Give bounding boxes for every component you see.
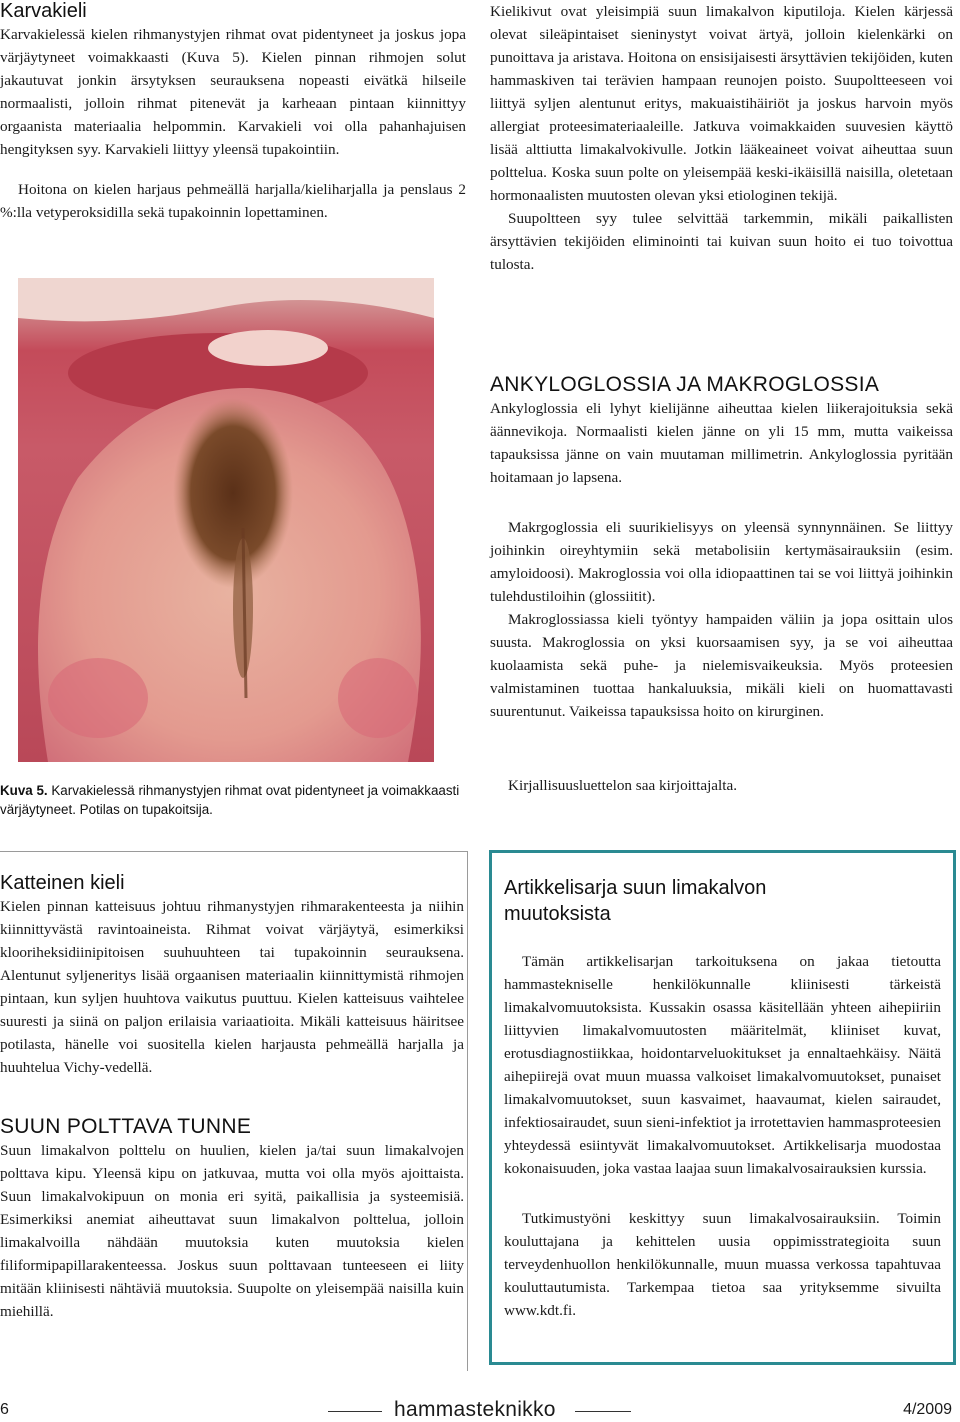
karvakieli-paragraph-1: Karvakielessä kielen rihmanystyjen rihmat ovat pidentyneet ja joskus jopa värjäytyneet voimakkaasti (Kuva 5). Kielen pinnan rihmojen solut jakautuvat jonkin ärsytyksen seurauksena nopeasti eivätkä hilseile normaalisti, jolloin rihmat pitenevät ja karheaan pintaan kiinnittyy orgaanista materiaalia helpommin. Karvakieli voi olla pahanhajuisen hengityksen syy. Karvakieli liittyy yleensä tupakointiin. — [0, 26, 466, 158]
katteinen-box — [0, 851, 468, 1371]
footer-rule-right — [575, 1411, 631, 1412]
ankyloglossia-heading: ANKYLOGLOSSIA JA MAKROGLOSSIA — [490, 373, 880, 396]
magazine-name: hammasteknikko — [394, 1398, 556, 1421]
polttava-heading: SUUN POLTTAVA TUNNE — [0, 1115, 252, 1138]
katteinen-body — [0, 895, 464, 1079]
figure-caption — [0, 781, 470, 819]
ankyloglossia-body — [490, 397, 953, 723]
karvakieli-heading: Karvakieli — [0, 0, 87, 22]
polttava-body — [0, 1139, 464, 1323]
kielikivut-section — [490, 0, 953, 276]
tongue-photo-image — [18, 278, 434, 762]
katteinen-heading: Katteinen kieli — [0, 872, 125, 894]
karvakieli-paragraph-2: Hoitona on kielen harjaus pehmeällä harjalla/kieliharjalla ja penslaus 2 %:lla vetyperoksidilla sekä tupakoinnin lopettaminen. — [0, 181, 466, 221]
issue-number: 4/2009 — [903, 1401, 952, 1418]
figure-label: Kuva 5. — [0, 783, 48, 798]
kielikivut-body — [490, 0, 953, 276]
page-number: 6 — [0, 1401, 9, 1418]
karvakieli-body — [0, 23, 466, 224]
katteinen-paragraph-1: Kielen pinnan katteisuus johtuu rihmanystyjen rihmarakenteesta ja niihin kiinnittyvästä ravintoaineista. Rihmat voivat värjäytyä, esimerkiksi klooriheksidiinipitoisen suuhuuhteen tai tupakoinnin seurauksena. Alentunut syljeneritys lisää orgaanisen materiaalin kiinnittymistä rihmojen pintaan, kun syljen huuhtova vaikutus puuttuu. Kielen katteisuus vaihtelee suuresti ja siinä on paljon erilaisia variaatioita. Mikäli katteisuus häiritsee potilasta, hänelle voi suositella kielen harjausta pehmeällä harjalla ja huuhtelua Vichy-vedellä. — [0, 898, 464, 1076]
tongue-photo — [18, 278, 434, 762]
ankyloglossia-paragraph-1: Ankyloglossia eli lyhyt kielijänne aiheuttaa kielen liikerajoituksia sekä äännevikoja. Normaalisti kielen jänne on yli 15 mm, mutta vaikeissa tapauksissa jänne on vain muutaman millimetrin. Ankyloglossia pyritään hoitamaan jo lapsena. — [490, 400, 953, 486]
sidebar-heading: Artikkelisarja suun limakalvon muutoksista — [504, 877, 767, 925]
references-note: Kirjallisuusluettelon saa kirjoittajalta. — [508, 777, 738, 794]
ankyloglossia-section — [490, 373, 953, 723]
ankyloglossia-paragraph-3: Makroglossiassa kieli työntyy hampaiden väliin ja jopa osittain ulos suusta. Makroglossia on yksi kuorsaamisen syy, ja se voi aiheuttaa kuolaamista sekä puhe- ja nielemisvaikeuksia. Myös proteesien valmistaminen tuottaa hankaluuksia, mikäli kieli on huomattavasti suurentunut. Vaikeissa tapauksissa hoito on kirurginen. — [490, 611, 953, 720]
sidebar-body — [504, 950, 941, 1322]
kielikivut-paragraph-2: Suupoltteen syy tulee selvittää tarkemmin, mikäli paikallisten ärsyttävien tekijöiden eliminointi tai kuivan suun hoito ei tuo toivottua tulosta. — [490, 210, 953, 273]
article-series-sidebar — [489, 850, 956, 1365]
ankyloglossia-paragraph-2: Makrgoglossia eli suurikielisyys on yleensä synnynnäinen. Se liittyy joihinkin oireyhtymiin sekä metabolisiin kertymäsairauksiin (esim. amyloidoosi). Makroglossia voi olla idiopaattinen tai se voi liittyä joihinkin tulehdustiloihin (glossiitit). — [490, 519, 953, 605]
kielikivut-paragraph-1: Kielikivut ovat yleisimpiä suun limakalvon kiputiloja. Kielen kärjessä olevat sileäpintaiset sieninystyt voivat ärtyä, jolloin kielenkärki on punoittava ja aristava. Hoitona on ensisijaisesti ärsyttävien tekijöiden, kuten hammaskiven tai terävien hampaan reunojen poisto. Suupoltteeseen voi liittyä syljen alentunut eritys, makuaistihäiriöt ja joskus harvoin myös allergiat proteesimateriaaleille. Jatkuva voimakkaiden suuvesien käyttö lisää alttiutta limakalvokivulle. Jotkin lääkeaineet voivat aiheuttaa suun polttelua. Koska suun polte on yleisempää keski-ikäisillä naisilla, oletetaan hormonaalisten muutosten olevan yksi etiologinen tekijä. — [490, 3, 953, 204]
footer-rule-left — [328, 1411, 382, 1412]
figure-caption-text: Karvakielessä rihmanystyjen rihmat ovat pidentyneet ja voimakkaasti värjäytyneet. Potilas on tupakoitsija. — [0, 783, 460, 817]
sidebar-paragraph-2: Tutkimustyöni keskittyy suun limakalvosairauksiin. Toimin kouluttajana ja kehittelen uusia oppimisstrategioita suun terveydenhuollon henkilökunnalle, muun muassa verkossa tapahtuvaa kouluttautumista. Tarkempaa tietoa saa yrityksemme sivuilta www.kdt.fi. — [504, 1210, 941, 1319]
sidebar-paragraph-1: Tämän artikkelisarjan tarkoituksena on jakaa tietoutta hammastekniselle henkilökunnalle kliinisesti tärkeistä limakalvomuutoksista. Kussakin osassa käsitellään yhteen aihepiiriin liittyvien limakalvomuutosten määritelmät, kliiniset kuvat, erotusdiagnostiikkaa, hoidontarveluokitukset ja ennaltaehkäisy. Näitä aihepiirejä ovat muun muassa valkoiset limakalvomuutokset, punaiset limakalvomuutokset, suun kasvaimet, haavaumat, kielen sairaudet, infektiosairaudet, suun sieni-infektiot ja irrotettavien hammasproteesien yhteydessä esiintyvät limakalvomuutokset. Artikkelisarja muodostaa kokonaisuuden, joka vastaa laajaa suun limakalvosairauksien kurssia. — [504, 953, 941, 1177]
karvakieli-section — [0, 0, 466, 224]
polttava-paragraph-1: Suun limakalvon polttelu on huulien, kielen ja/tai suun limakalvojen polttava kipu. Yleensä kipu on jatkuvaa, mutta voi olla myös ajoittaista. Suun limakalvokipuun on monia eri syitä, paikallisia ja systeemisiä. Esimerkiksi anemiat aiheuttavat suun limakalvon polttelua, jolloin limakalvoilla nähdään muutoksia kuten muutoksia kielen filiformipapillarakenteessa. Joskus suun polttavaan tunteeseen ei liity mitään kliinisesti nähtäviä muutoksia. Suupolte on yleisempää naisilla kuin miehillä. — [0, 1142, 464, 1320]
